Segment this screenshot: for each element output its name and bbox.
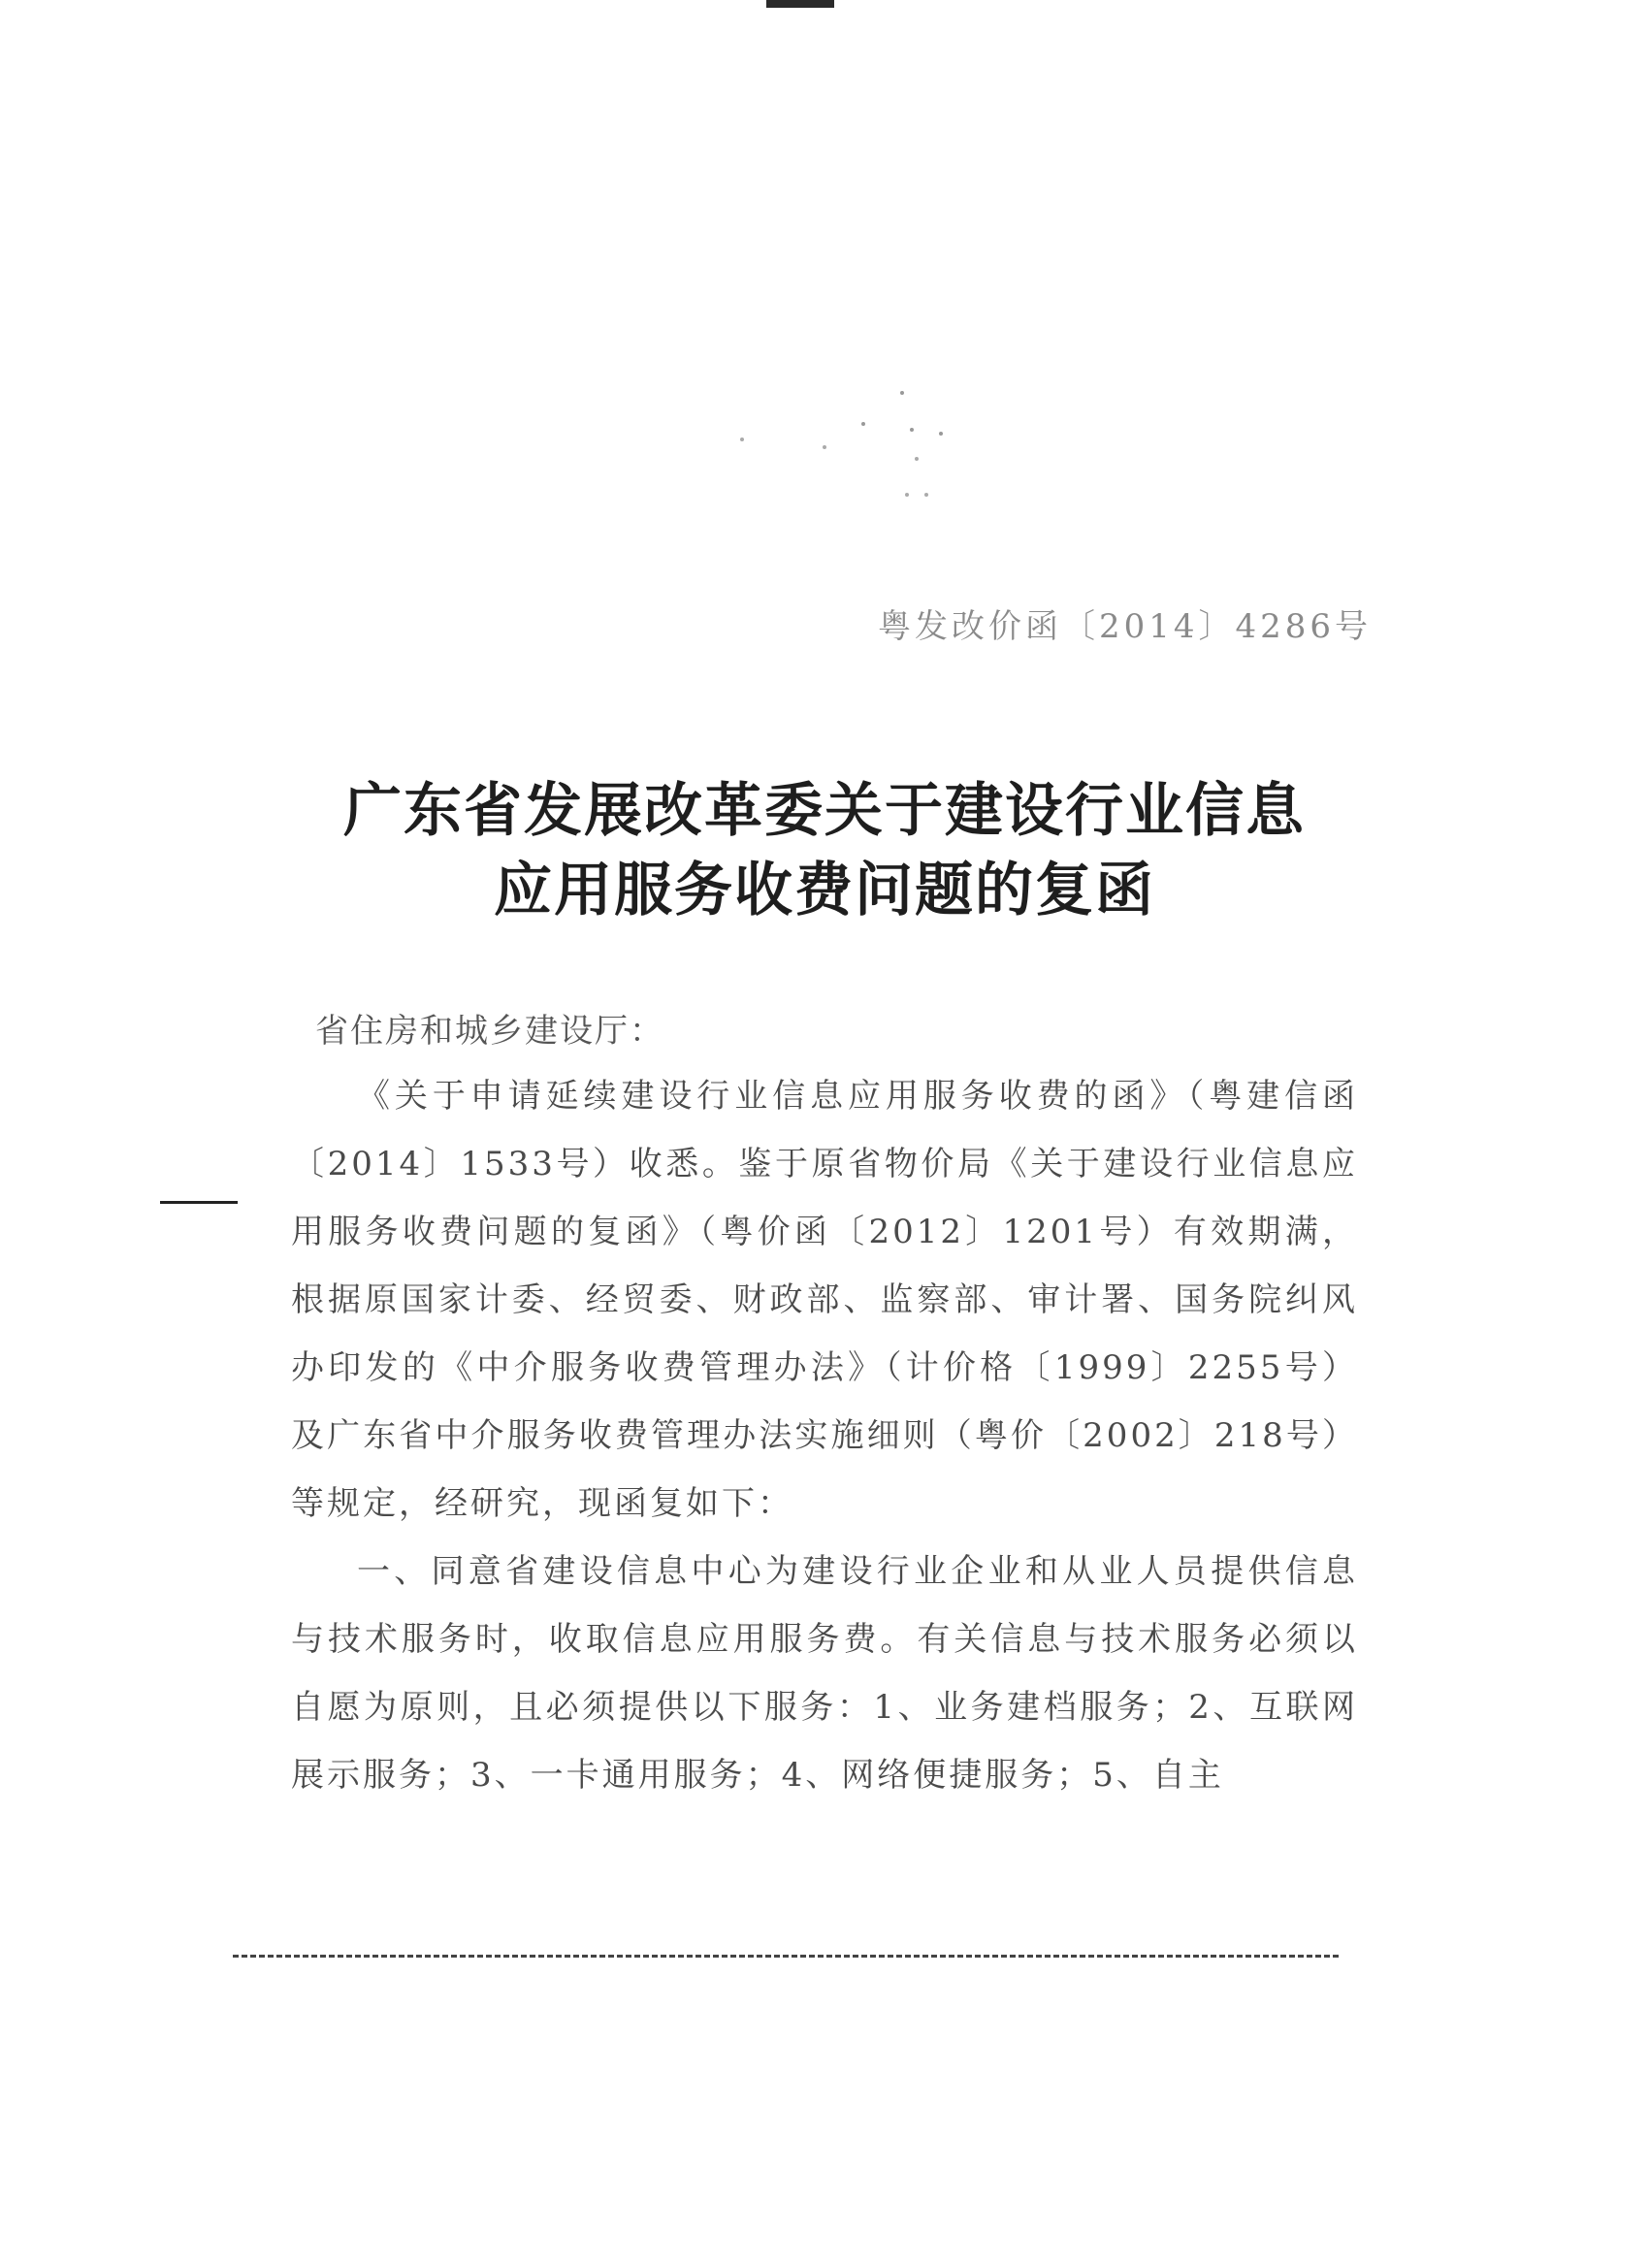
title-line-2: 应用服务收费问题的复函 [494, 857, 1155, 924]
body-paragraph-2: 一、同意省建设信息中心为建设行业企业和从业人员提供信息与技术服务时，收取信息应用服务费。有关信息与技术服务必须以自愿为原则，且必须提供以下服务：1、业务建档服务；2、互联网展示服务；3、一卡通用服务；4、网络便捷服务；5、自主 [291, 1552, 1358, 1795]
scan-artifact-footer-line [233, 1955, 1339, 1958]
scan-artifact-top [766, 0, 834, 8]
title-line-1: 广东省发展改革委关于建设行业信息 [343, 777, 1306, 845]
scan-noise [718, 383, 970, 519]
margin-mark [160, 1201, 238, 1204]
body-paragraph-1: 《关于申请延续建设行业信息应用服务收费的函》（粤建信函〔2014〕1533号）收悉。鉴于原省物价局《关于建设行业信息应用服务收费问题的复函》（粤价函〔2012〕1201号）有效期满，根据原国家计委、经贸委、财政部、监察部、审计署、国务院纠风办印发的《中介服务收费管理办法》（计价格〔1999〕2255号）及广东省中介服务收费管理办法实施细则（粤价〔2002〕218号）等规定，经研究，现函复如下： [291, 1077, 1358, 1523]
document-number: 粤发改价函〔2014〕4286号 [878, 607, 1373, 646]
addressee: 省住房和城乡建设厅： [315, 1012, 664, 1051]
document-title [291, 771, 1358, 930]
